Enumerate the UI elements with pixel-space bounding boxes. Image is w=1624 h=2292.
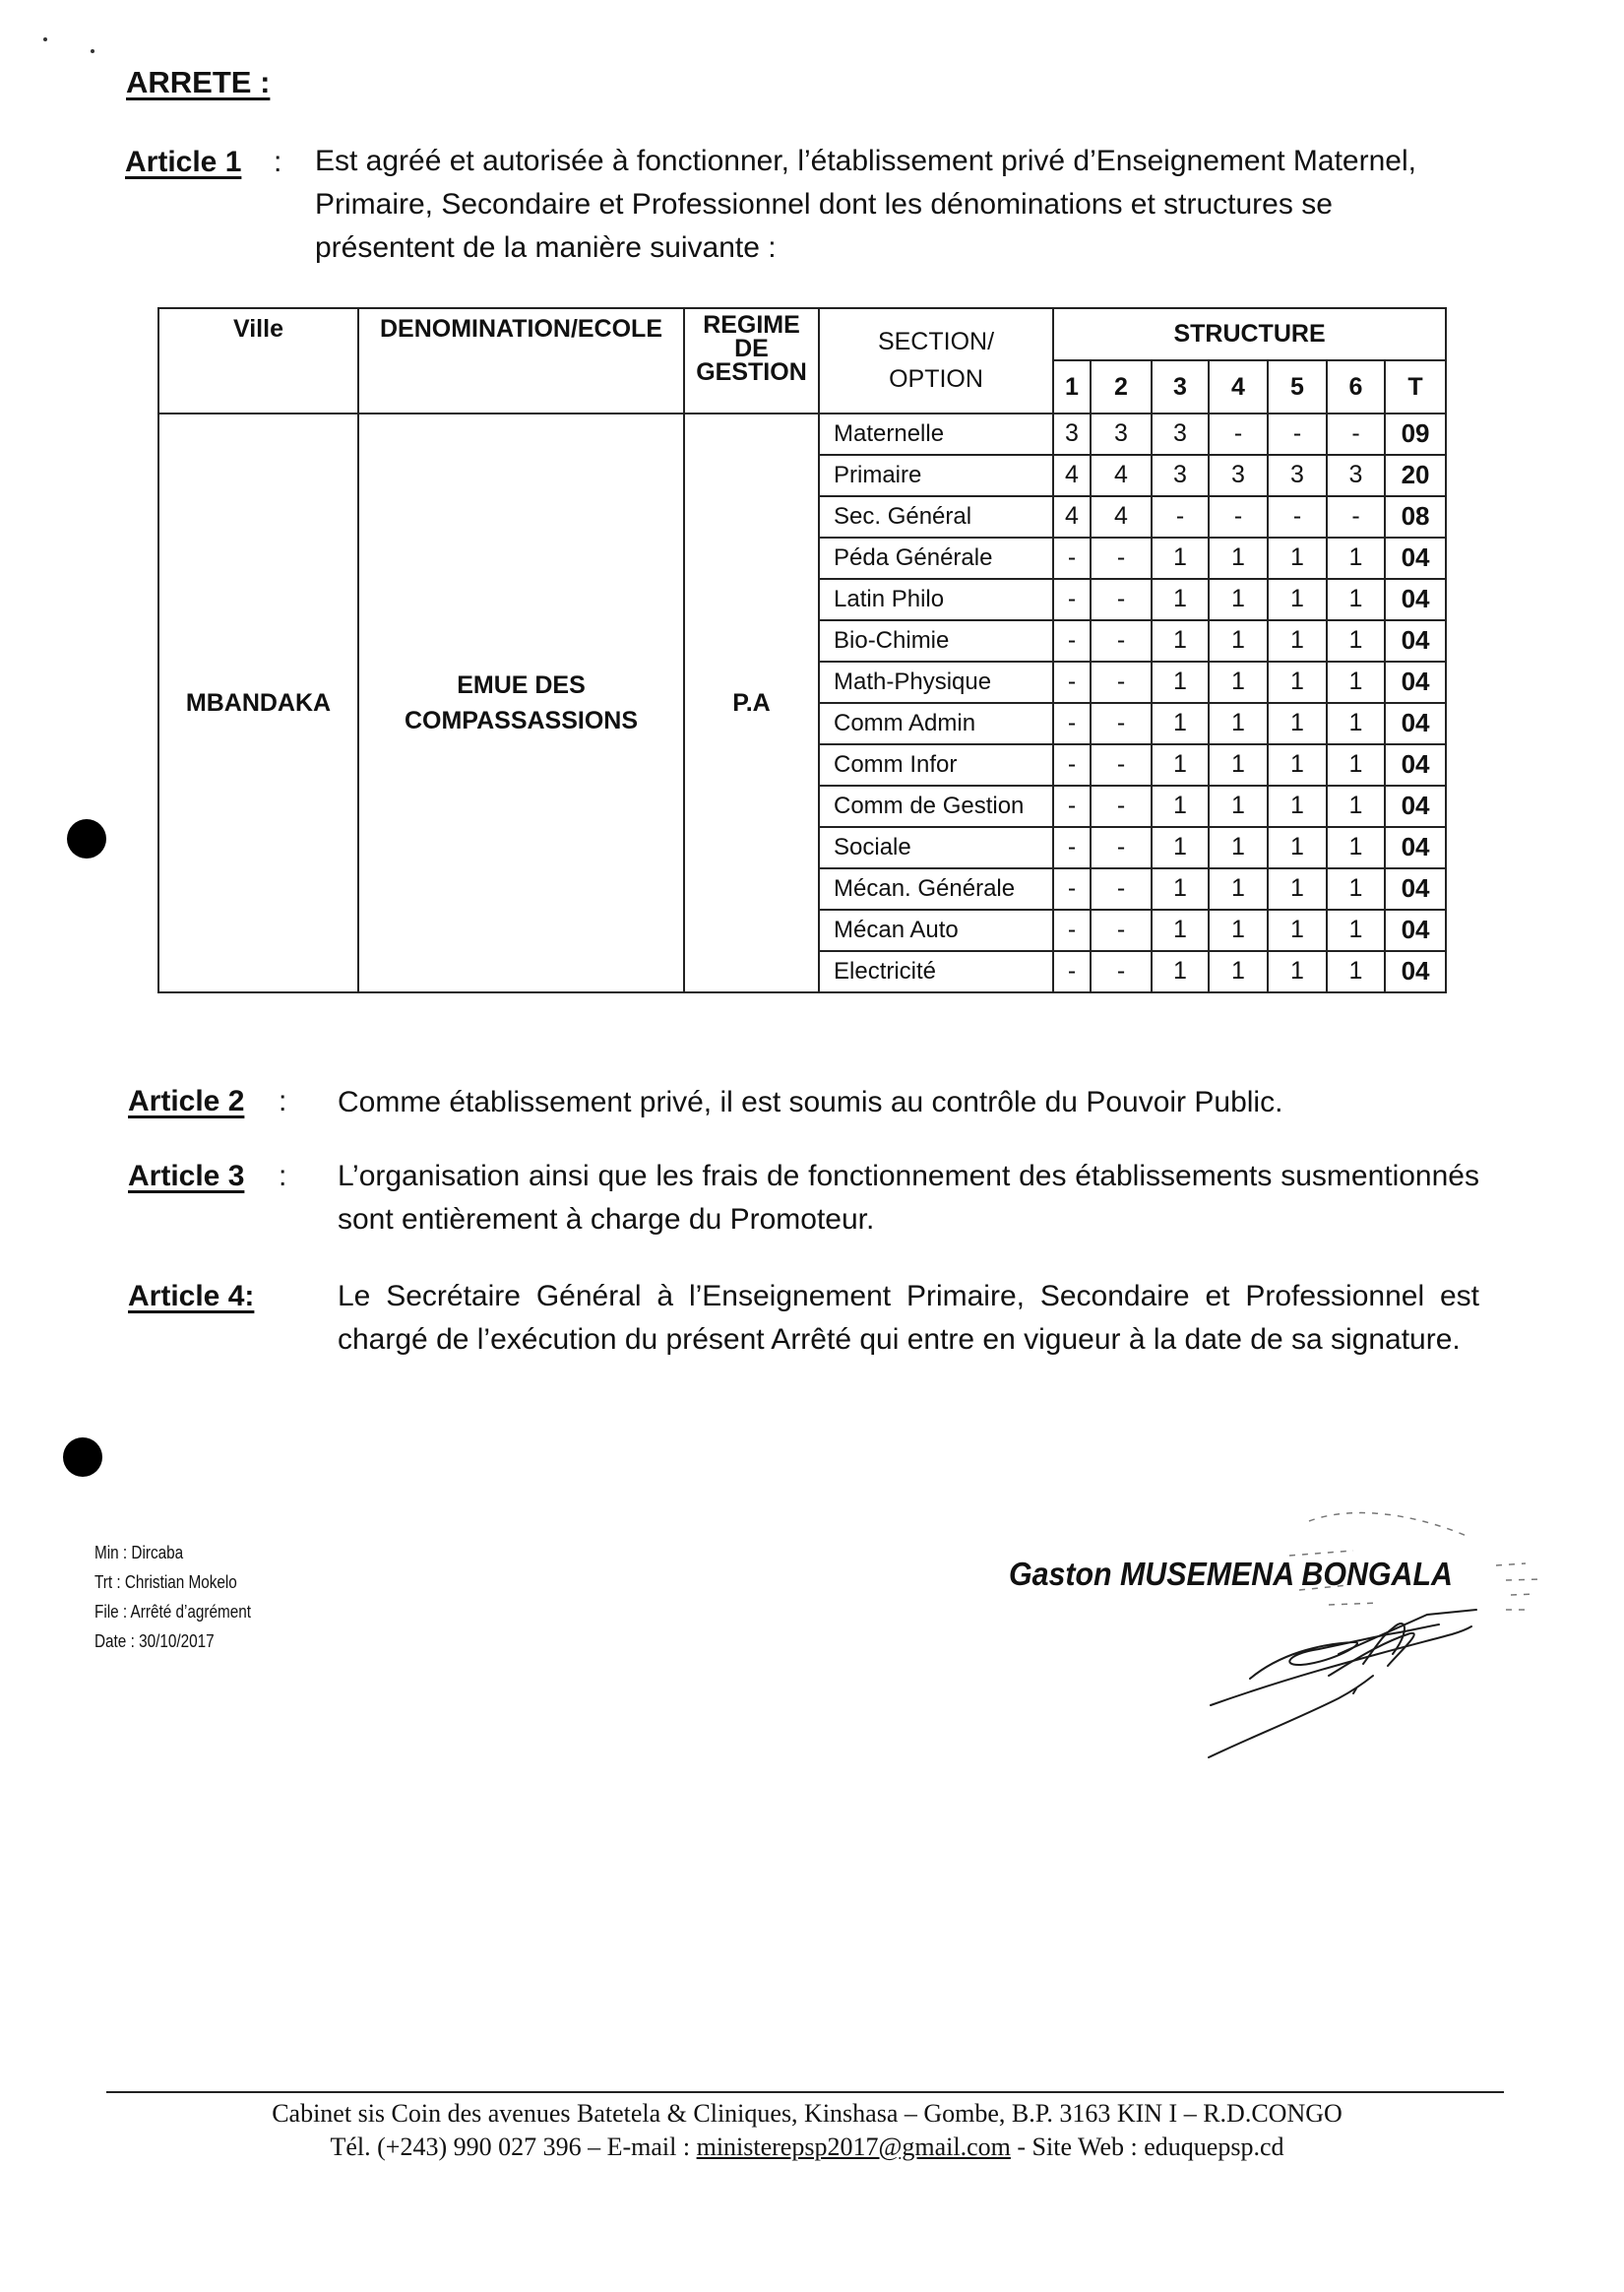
article-1-colon: : (274, 146, 282, 178)
article-1-label: Article 1 (125, 146, 242, 178)
cell-year-3: 1 (1152, 662, 1209, 703)
header-ville: Ville (158, 308, 358, 414)
cell-year-2: 3 (1091, 414, 1152, 455)
cell-section: Comm de Gestion (819, 786, 1053, 827)
cell-year-4: 1 (1209, 951, 1268, 992)
article-3-label: Article 3 (128, 1160, 245, 1192)
article-2-label: Article 2 (128, 1085, 245, 1117)
cell-year-3: 1 (1152, 910, 1209, 951)
cell-year-1: - (1053, 786, 1091, 827)
cell-year-3: 1 (1152, 703, 1209, 744)
cell-year-6: 1 (1327, 703, 1385, 744)
header-structure: STRUCTURE (1053, 308, 1446, 360)
cell-total: 20 (1385, 455, 1446, 496)
cell-year-2: - (1091, 868, 1152, 910)
cell-year-1: - (1053, 744, 1091, 786)
cell-year-4: 3 (1209, 455, 1268, 496)
cell-year-4: - (1209, 414, 1268, 455)
cell-year-4: 1 (1209, 579, 1268, 620)
cell-year-4: 1 (1209, 744, 1268, 786)
header-regime-line1: REGIME (703, 311, 800, 339)
cell-ville: MBANDAKA (158, 414, 358, 992)
cell-year-1: - (1053, 910, 1091, 951)
punch-hole (63, 1437, 102, 1477)
cell-section: Latin Philo (819, 579, 1053, 620)
cell-year-3: 1 (1152, 620, 1209, 662)
cell-total: 04 (1385, 910, 1446, 951)
header-year-2: 2 (1091, 360, 1152, 413)
cell-year-5: - (1268, 496, 1327, 538)
cell-year-2: - (1091, 744, 1152, 786)
cell-year-2: - (1091, 703, 1152, 744)
cell-year-1: - (1053, 827, 1091, 868)
cell-year-3: 1 (1152, 579, 1209, 620)
cell-section: Bio-Chimie (819, 620, 1053, 662)
header-regime (684, 308, 819, 414)
cell-year-3: 1 (1152, 951, 1209, 992)
cell-total: 04 (1385, 827, 1446, 868)
cell-total: 09 (1385, 414, 1446, 455)
cell-year-5: 1 (1268, 910, 1327, 951)
cell-year-3: 3 (1152, 414, 1209, 455)
cell-year-4: 1 (1209, 827, 1268, 868)
cell-section: Péda Générale (819, 538, 1053, 579)
cell-section: Mécan. Générale (819, 868, 1053, 910)
handwritten-signature (1181, 1496, 1565, 1772)
cell-year-6: 1 (1327, 538, 1385, 579)
cell-year-6: 1 (1327, 868, 1385, 910)
cell-year-1: 4 (1053, 455, 1091, 496)
footer-address: Cabinet sis Coin des avenues Batetela & Cliniques, Kinshasa – Gombe, B.P. 3163 KIN I – R.D.CONGO (272, 2099, 1343, 2128)
cell-year-3: - (1152, 496, 1209, 538)
footer-email-link[interactable]: ministerepsp2017@gmail.com (696, 2133, 1011, 2161)
cell-year-1: - (1053, 868, 1091, 910)
scan-mark (43, 37, 47, 41)
ecole-line2: COMPASSASSIONS (404, 706, 639, 734)
cell-year-1: - (1053, 703, 1091, 744)
cell-year-4: 1 (1209, 620, 1268, 662)
cell-year-3: 1 (1152, 538, 1209, 579)
ref-date: Date : 30/10/2017 (94, 1631, 215, 1651)
cell-year-2: - (1091, 579, 1152, 620)
cell-year-5: 1 (1268, 620, 1327, 662)
cell-section: Maternelle (819, 414, 1053, 455)
cell-year-2: - (1091, 662, 1152, 703)
cell-year-3: 1 (1152, 744, 1209, 786)
header-section-line1: SECTION/ (877, 328, 995, 356)
cell-year-4: 1 (1209, 910, 1268, 951)
cell-year-2: - (1091, 538, 1152, 579)
signer-name: Gaston MUSEMENA BONGALA (1009, 1556, 1453, 1592)
cell-year-5: 1 (1268, 868, 1327, 910)
cell-total: 04 (1385, 868, 1446, 910)
cell-year-3: 1 (1152, 827, 1209, 868)
cell-year-2: - (1091, 827, 1152, 868)
footer-rule (106, 2091, 1504, 2093)
cell-year-1: 3 (1053, 414, 1091, 455)
header-regime-line2: DE (734, 335, 769, 362)
footer-website: - Site Web : eduquepsp.cd (1010, 2133, 1284, 2161)
article-4-text: Le Secrétaire Général à l’Enseignement Primaire, Secondaire et Professionnel est chargé de l’exécution du présent Arrêté qui entre en vigueur à la date de sa signature. (338, 1280, 1479, 1356)
header-section (819, 308, 1053, 414)
cell-year-4: 1 (1209, 662, 1268, 703)
cell-year-6: 1 (1327, 620, 1385, 662)
cell-year-3: 3 (1152, 455, 1209, 496)
cell-year-3: 1 (1152, 786, 1209, 827)
cell-total: 04 (1385, 786, 1446, 827)
cell-year-3: 1 (1152, 868, 1209, 910)
ref-file: File : Arrêté d’agrément (94, 1602, 252, 1622)
cell-section: Sociale (819, 827, 1053, 868)
cell-year-1: - (1053, 951, 1091, 992)
cell-section: Primaire (819, 455, 1053, 496)
structure-table-wrapper (157, 307, 1445, 993)
cell-year-6: - (1327, 414, 1385, 455)
cell-section: Electricité (819, 951, 1053, 992)
cell-year-2: - (1091, 910, 1152, 951)
cell-section: Math-Physique (819, 662, 1053, 703)
footer-phone: Tél. (+243) 990 027 396 – E-mail : (330, 2133, 697, 2161)
cell-total: 04 (1385, 538, 1446, 579)
cell-regime: P.A (684, 414, 819, 992)
cell-year-5: 3 (1268, 455, 1327, 496)
cell-year-1: - (1053, 662, 1091, 703)
header-section-line2: OPTION (889, 365, 983, 394)
cell-total: 04 (1385, 951, 1446, 992)
article-2-text: Comme établissement privé, il est soumis au contrôle du Pouvoir Public. (338, 1086, 1283, 1118)
header-year-5: 5 (1268, 360, 1327, 413)
article-3-text: L’organisation ainsi que les frais de fonctionnement des établissements susmentionnés sont entièrement à charge du Promoteur. (338, 1160, 1479, 1236)
cell-year-5: 1 (1268, 662, 1327, 703)
cell-year-5: - (1268, 414, 1327, 455)
cell-year-2: 4 (1091, 496, 1152, 538)
cell-total: 04 (1385, 744, 1446, 786)
cell-total: 04 (1385, 662, 1446, 703)
punch-hole (67, 819, 106, 859)
cell-year-6: 1 (1327, 579, 1385, 620)
cell-year-4: 1 (1209, 868, 1268, 910)
footer (98, 2097, 1516, 2164)
article-1-text: Est agréé et autorisée à fonctionner, l’établissement privé d’Enseignement Maternel, Primaire, Secondaire et Professionnel dont les dénominations et structures se présentent de la manière suivante : (315, 145, 1416, 264)
cell-year-2: - (1091, 786, 1152, 827)
cell-year-5: 1 (1268, 579, 1327, 620)
cell-year-1: - (1053, 538, 1091, 579)
cell-year-5: 1 (1268, 786, 1327, 827)
cell-year-1: 4 (1053, 496, 1091, 538)
header-regime-line3: GESTION (696, 358, 807, 386)
cell-year-4: 1 (1209, 703, 1268, 744)
article-2-colon: : (279, 1085, 287, 1117)
cell-year-2: - (1091, 951, 1152, 992)
cell-section: Sec. Général (819, 496, 1053, 538)
cell-year-5: 1 (1268, 744, 1327, 786)
cell-total: 08 (1385, 496, 1446, 538)
header-denomination: DENOMINATION/ECOLE (358, 308, 684, 414)
cell-year-5: 1 (1268, 951, 1327, 992)
cell-year-6: 1 (1327, 910, 1385, 951)
footer-contact (98, 2131, 1516, 2164)
cell-year-6: 1 (1327, 744, 1385, 786)
cell-year-1: - (1053, 620, 1091, 662)
cell-year-5: 1 (1268, 827, 1327, 868)
cell-ecole (358, 414, 684, 992)
ref-min: Min : Dircaba (94, 1543, 184, 1562)
cell-total: 04 (1385, 620, 1446, 662)
header-year-6: 6 (1327, 360, 1385, 413)
structure-table (157, 307, 1447, 993)
cell-year-5: 1 (1268, 538, 1327, 579)
cell-year-6: 1 (1327, 827, 1385, 868)
reference-block (94, 1538, 279, 1656)
header-year-total: T (1385, 360, 1446, 413)
cell-year-4: 1 (1209, 786, 1268, 827)
scan-mark (91, 49, 94, 53)
cell-year-6: 1 (1327, 786, 1385, 827)
ref-trt: Trt : Christian Mokelo (94, 1572, 237, 1592)
header-year-1: 1 (1053, 360, 1091, 413)
cell-year-4: - (1209, 496, 1268, 538)
ecole-line1: EMUE DES (457, 670, 586, 699)
article-3-colon: : (279, 1160, 287, 1192)
cell-year-2: - (1091, 620, 1152, 662)
cell-section: Mécan Auto (819, 910, 1053, 951)
cell-section: Comm Admin (819, 703, 1053, 744)
cell-total: 04 (1385, 703, 1446, 744)
cell-year-4: 1 (1209, 538, 1268, 579)
cell-year-6: 1 (1327, 662, 1385, 703)
cell-year-6: 3 (1327, 455, 1385, 496)
cell-year-5: 1 (1268, 703, 1327, 744)
cell-year-6: 1 (1327, 951, 1385, 992)
cell-year-2: 4 (1091, 455, 1152, 496)
header-year-3: 3 (1152, 360, 1209, 413)
cell-total: 04 (1385, 579, 1446, 620)
header-year-4: 4 (1209, 360, 1268, 413)
cell-year-1: - (1053, 579, 1091, 620)
cell-year-6: - (1327, 496, 1385, 538)
cell-section: Comm Infor (819, 744, 1053, 786)
arrete-heading: ARRETE : (126, 65, 271, 99)
table-row (158, 414, 1446, 455)
article-4-label: Article 4: (128, 1280, 255, 1312)
